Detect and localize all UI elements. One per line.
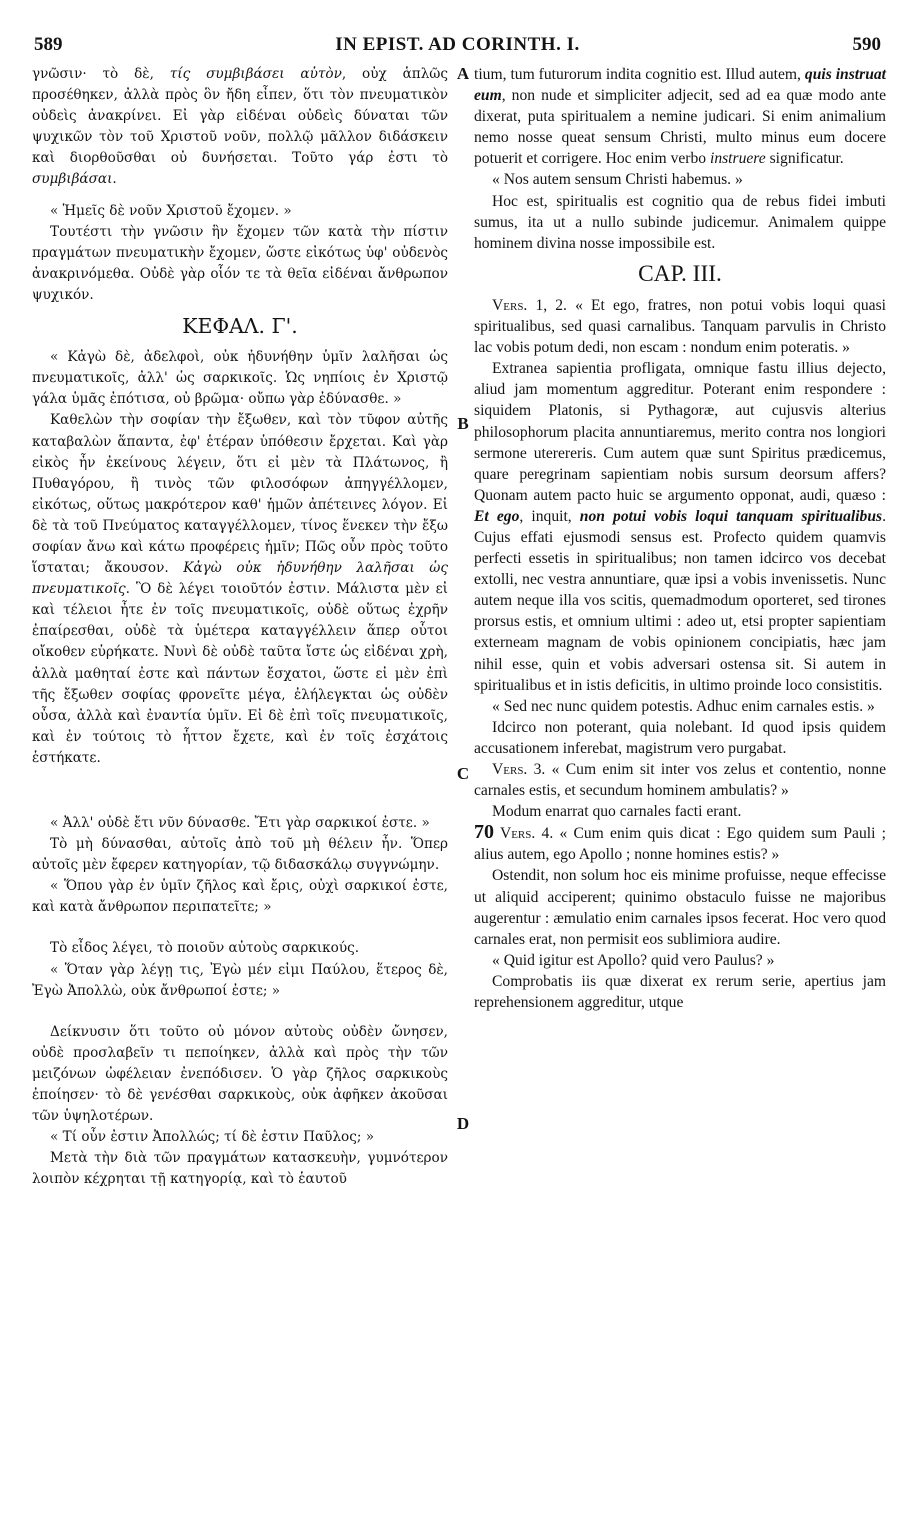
- text-run: Κἀγὼ οὐκ ἠδυνήθην λαλῆσαι ὡς πνευματικοῖς: [32, 560, 449, 598]
- latin-scripture-quote: [474, 759, 886, 801]
- text-run: .: [112, 171, 117, 188]
- text-run: « Cum enim sit inter vos zelus et contentio, nonne carnales estis, et secundum hominem ambulatis? »: [474, 761, 886, 800]
- greek-paragraph: [32, 64, 448, 191]
- text-run: γνῶσιν· τὸ δὲ,: [32, 66, 170, 82]
- latin-scripture-quote: « Nos autem sensum Christi habemus. »: [492, 171, 743, 189]
- latin-paragraph: [474, 358, 886, 696]
- verse-number: Vers. 3.: [492, 761, 546, 778]
- greek-scripture-quote: « Ἡμεῖς δὲ νοῦν Χριστοῦ ἔχομεν. »: [50, 202, 292, 219]
- latin-column: [474, 64, 886, 1013]
- text-run: non potui vobis loqui tanquam spiritualibus: [579, 507, 883, 525]
- greek-scripture-quote: « Κἀγὼ δὲ, ἀδελφοὶ, οὐκ ἠδυνήθην ὑμῖν λαλῆσαι ὡς πνευματικοῖς, ἀλλ' ὡς σαρκικοῖς. Ὡς νηπίοις ἐν Χριστῷ γάλα ὑμᾶς ἐπότισα, οὐ βρῶμα· οὔπω γὰρ ἐδύνασθε. »: [32, 349, 448, 408]
- page-number-left: 589: [34, 34, 63, 55]
- latin-chapter-heading: CAP. III.: [638, 260, 722, 287]
- text-run: Καθελὼν τὴν σοφίαν τὴν ἔξωθεν, καὶ τὸν τῦφον αὐτῆς καταβαλὼν ἅπαντα, ἐφ' ἑτέραν ὑπόθεσιν ἔρχεται. Καὶ γὰρ εἰκὸς ἦν ἐκείνους λέγειν, ὅτι εἰ μὲν τὰ Πλάτωνος, ἢ Πυθαγόρου, ἢ τινὸς τῶν φιλοσόφων ἀπηγγέλλομεν, εἰκότως, οὕτως μακρότερον καθ' ἡμῶν ἀπέτεινες λόγον. Εἰ δὲ τὰ τοῦ Πνεύματος καταγγέλλομεν, τίνος ἕνεκεν τὴν ἔξω σοφίαν ἄνω καὶ κάτω προφέρεις ἡμῖν; Πῶς οὖν πρὸς τοῦτο ἵσταται; ἄκουσον.: [32, 412, 448, 577]
- latin-scripture-quote: « Sed nec nunc quidem potestis. Adhuc enim carnales estis. »: [492, 697, 875, 715]
- greek-scripture-quote: « Ὅπου γὰρ ἐν ὑμῖν ζῆλος καὶ ἔρις, οὐχὶ σαρκικοί ἐστε, καὶ κατὰ ἄνθρωπον περιπατεῖτε; »: [32, 878, 448, 916]
- section-marker-d: D: [456, 1114, 470, 1133]
- section-marker-a: A: [456, 64, 470, 83]
- text-run: , οὐχ ἁπλῶς προσέθηκεν, ἀλλὰ πρὸς ὃν ἤδη εἶπεν, ὅτι τὸν πνευματικὸν οὐδεὶς ἀνακρίνει. Εἰ γὰρ εἰδέναι οὐδεὶς δύναται τῶν ψυχικῶν τὸν τοῦ Χριστοῦ νοῦν, πολλῷ μᾶλλον διδάσκειν καὶ διορθοῦσθαι οὐ δυνήσεται. Τοῦτο γάρ ἐστι τὸ: [32, 66, 449, 167]
- greek-scripture-quote: « Ἀλλ' οὐδὲ ἔτι νῦν δύνασθε. Ἔτι γὰρ σαρκικοί ἐστε. »: [50, 815, 430, 831]
- greek-column: [32, 64, 448, 1191]
- verse-number: Vers. 1, 2.: [492, 296, 567, 314]
- latin-paragraph: Comprobatis iis quæ dixerat ex rerum serie, apertius jam reprehensionem aggreditur, utque: [474, 972, 886, 1012]
- greek-paragraph: Μετὰ τὴν διὰ τῶν πραγμάτων κατασκευὴν, γυμνότερον λοιπὸν κέχρηται τῇ κατηγορίᾳ, καὶ τὸ ἑαυτοῦ: [32, 1150, 448, 1188]
- section-marker-b: B: [457, 414, 469, 433]
- page-number-right: 590: [852, 34, 881, 55]
- marginal-page-number: 70: [474, 821, 494, 844]
- text-run: συμβιβάσαι: [32, 171, 113, 188]
- text-run: , non nude et simpliciter adjecit, sed ad ea quæ modo ante dixerat, puta spiritualem a nemine judicari. Si enim animalium nemo nosse queat sensum Christi, multo minus eum docere potuerit et corrigere. Hoc enim verbo: [474, 87, 886, 168]
- text-run: . Cujus effati ejusmodi sensus est. Profecto quidem quamvis perfecti essetis in spiritualibus; non tamen idcirco vos decebat extolli, nec vestra annuntiare, quæ ipsi a vobis invenissetis. Nunc autem neque illa vos scitis, quemadmodum oporteret, sed tirones prorsus estis, et omnium ultimi : adeo ut, etsi propter sapientiam externeam magnam de vobis opinionem concipiatis, hæc jam nihil esse, quin et vobis adversari ostensa sit. Si autem in spiritualibus et in istis deficitis, in ultimo proinde loco consistitis.: [474, 507, 886, 694]
- running-title: IN EPIST. AD CORINTH. I.: [335, 34, 580, 55]
- latin-scripture-quote: « Quid igitur est Apollo? quid vero Paulus? »: [492, 951, 775, 969]
- text-run: τίς συμβιβάσει αὐτὸν: [169, 66, 342, 82]
- greek-paragraph: Δείκνυσιν ὅτι τοῦτο οὐ μόνον αὐτοὺς οὐδὲν ὤνησεν, οὐδὲ προσλαβεῖν τι πεποίηκεν, ἀλλὰ καὶ πρὸς τὴν τῶν μειζόνων ὠφέλειαν ἐνεπόδισεν. Ὁ γὰρ ζῆλος σαρκικοὺς ἐποίησεν· τὸ δὲ γενέσθαι σαρκικοὺς, οὐκ ἀφῆκεν ἀκοῦσαι τῶν ὑψηλοτέρων.: [32, 1023, 448, 1125]
- text-run: Extranea sapientia profligata, omnique fastu illius dejecto, aliud jam momentum aggreditur. Poterant enim respondere : siquidem Platonis, si Pythagoræ, aut cujusvis alterius philosophorum placita annuntiaremus, merito contra nos longiori sermone uterereris. Cum autem quæ sunt Spiritus prædicemus, quare peregrinam sapientiam nobis sursum deorsum affers? Quonam autem pacto huic se argumento opponat, audi, quæso :: [474, 360, 886, 504]
- text-run: tium, tum futurorum indita cognitio est. Illud autem,: [474, 66, 805, 83]
- latin-paragraph: Ostendit, non solum hoc eis minime profuisse, neque effecisse ut aliquid acciperent; quinimo obstaculo fuisse ne majoribus augerentur : æmulatio enim carnales ipsos fecerat. Hoc vero quod carnales erat, non permisit eos sublimiora audire.: [474, 867, 886, 948]
- greek-chapter-heading: ΚΕΦΑΛ. Γ'.: [182, 314, 298, 339]
- latin-paragraph: [474, 64, 886, 169]
- latin-paragraph: Modum enarrat quo carnales facti erant.: [492, 803, 742, 821]
- text-run: Et ego: [474, 507, 520, 525]
- latin-scripture-quote: [474, 295, 886, 358]
- verse-number: Vers. 4.: [494, 825, 554, 843]
- latin-paragraph: Idcirco non poterant, quia nolebant. Id quod ipsis quidem accusationem inferebat, magistrum vero purgabat.: [474, 718, 886, 757]
- text-run: instruere: [709, 150, 766, 168]
- text-run: , inquit,: [519, 507, 580, 525]
- latin-scripture-quote: [474, 822, 886, 865]
- greek-scripture-quote: « Τί οὖν ἐστιν Ἀπολλώς; τί δὲ ἐστιν Παῦλος; »: [50, 1129, 375, 1146]
- section-marker-c: C: [456, 764, 470, 783]
- page-header: [34, 34, 881, 58]
- greek-scripture-quote: « Ὅταν γὰρ λέγῃ τις, Ἐγὼ μέν εἰμι Παύλου, ἕτερος δὲ, Ἐγὼ Ἀπολλὼ, οὐκ ἄνθρωποί ἐστε; »: [32, 961, 448, 999]
- latin-paragraph: Hoc est, spiritualis est cognitio qua de rebus fidei imbuti sumus, ita ut a nullo subinde judicemur. Animalem quippe hominem divina nosse impossibile est.: [474, 192, 886, 252]
- text-run: « Et ego, fratres, non potui vobis loqui quasi spiritualibus, sed quasi carnalibus. Tanquam parvulis in Christo lac vobis potum dedi, non escam : nondum enim poteratis. »: [474, 296, 886, 357]
- greek-paragraph: [32, 410, 448, 769]
- text-run: quis instruat eum: [474, 66, 886, 105]
- greek-paragraph: Τὸ μὴ δύνασθαι, αὐτοῖς ἀπὸ τοῦ μὴ θέλειν ἦν. Ὅπερ αὐτοῖς μὲν ἔφερεν κατηγορίαν, τῷ διδασκάλῳ συγγνώμην.: [32, 836, 448, 874]
- greek-paragraph: Τουτέστι τὴν γνῶσιν ἣν ἔχομεν τῶν κατὰ τὴν πίστιν πραγμάτων πνευματικὴν ἔχομεν, ὥστε εἰκότως ὑφ' οὐδενὸς ἀνακρινόμεθα. Οὐδὲ γὰρ οἷόν τε τὰ θεῖα εἰδέναι ἄνθρωπον ψυχικόν.: [32, 223, 448, 303]
- text-run: . Ὃ δὲ λέγει τοιοῦτόν ἐστιν. Μάλιστα μὲν εἰ καὶ τέλειοι ἦτε ἐν τοῖς πνευματικοῖς, οὐδὲ οὕτως ἐχρῆν ἐπαίρεσθαι, οὐδὲ τὰ ὑμέτερα καταγγέλλειν ἅπερ οὗτοι οἴκοθεν εὑρήκατε. Νυνὶ δὲ οὐδὲ ταῦτα ἴστε ὡς εἰδέναι χρὴ, ἀλλὰ μαθηταί ἐστε καὶ πάντων ἔσχατοι, ὥστε εἰ μὲν ἐπὶ τῆς ἔξωθεν σοφίας φρονεῖτε μέγα, ἐλήλεγκται ὡς οὐδὲν οὖσα, ἀλλὰ καὶ ἐναντία ὑμῖν. Εἰ δὲ ἐπὶ τοῖς πνευματικοῖς, καὶ ἐν τούτοις τὸ ἧττον ἔχετε, καὶ ἐν τοῖς ἐσχάτοις ἑστήκατε.: [32, 581, 448, 766]
- greek-paragraph: Τὸ εἶδος λέγει, τὸ ποιοῦν αὐτοὺς σαρκικούς.: [50, 940, 360, 957]
- text-run: significatur.: [765, 150, 844, 168]
- text-run: « Cum enim quis dicat : Ego quidem sum Pauli ; alius autem, ego Apollo ; nonne homines estis? »: [474, 825, 887, 864]
